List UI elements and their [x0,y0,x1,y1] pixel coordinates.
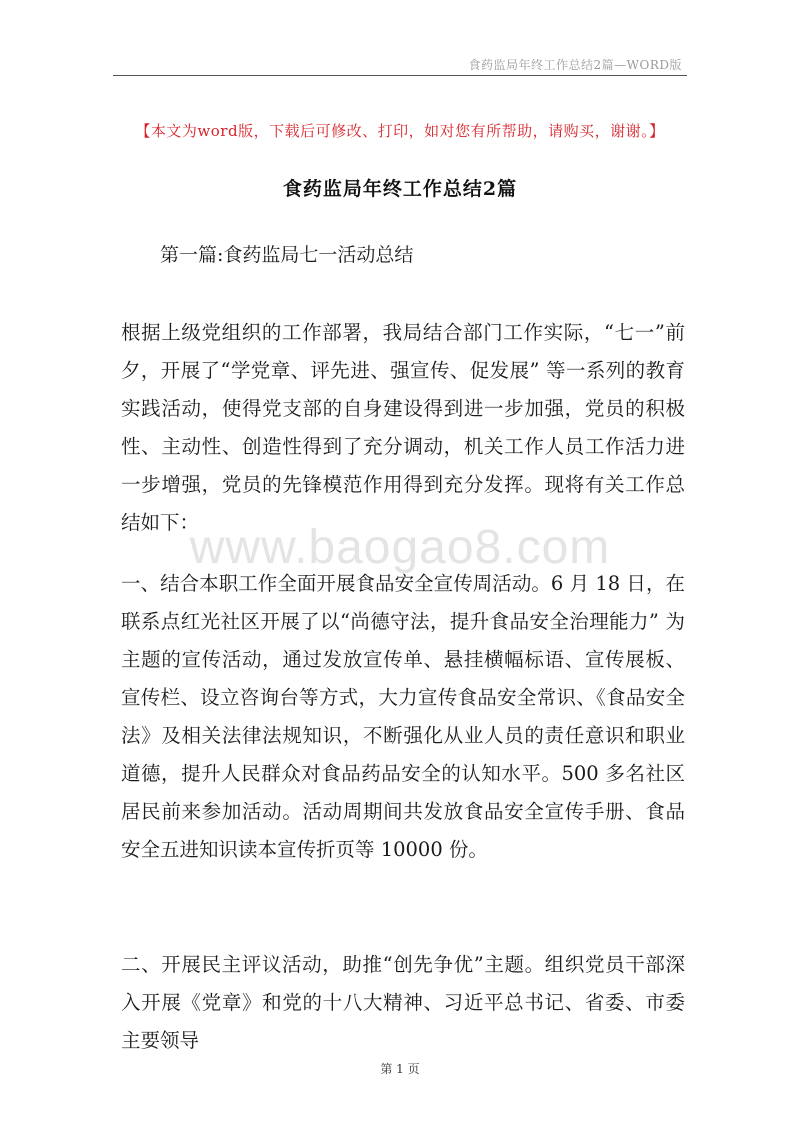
body-paragraph-1: 根据上级党组织的工作部署，我局结合部门工作实际，“七一”前夕，开展了“学党章、评先进、强宣传、促发展” 等一系列的教育实践活动，使得党支部的自身建设得到进一步加强，党员的积极性、主动性、创造性得到了充分调动，机关工作人员工作活力进一步增强，党员的先锋模范作用得到充分发挥。现将有关工作总结如下： [121,321,685,534]
watermark: www.baogao8.com [189,521,611,574]
document-title: 食药监局年终工作总结2篇 [282,178,518,200]
body-paragraph-2: 一、结合本职工作全面开展食品安全宣传周活动。6 月 18 日，在联系点红光社区开展了以“尚德守法，提升食品安全治理能力” 为主题的宣传活动，通过发放宣传单、悬挂横幅标语、宣传展板、宣传栏、设立咨询台等方式，大力宣传食品安全常识、《食品安全法》及相关法律法规知识，不断强化从业人员的责任意识和职业道德，提升人民群众对食品药品安全的认知水平。500 多名社区居民前来参加活动。活动周期间共发放食品安全宣传手册、食品安全五进知识读本宣传折页等 10000 份。 [121,572,685,861]
page-number: 第 1 页 [380,1062,420,1076]
running-header: 食药监局年终工作总结2篇—WORD版 [468,58,682,72]
body-paragraph-3: 二、开展民主评议活动，助推“创先争优”主题。组织党员干部深入开展《党章》和党的十八大精神、习近平总书记、省委、市委主要领导 [121,953,685,1052]
purchase-notice: 【本文为word版，下载后可修改、打印，如对您有所帮助，请购买，谢谢。】 [135,122,665,140]
header-divider [113,75,687,76]
section-title: 第一篇:食药监局七一活动总结 [160,244,414,266]
